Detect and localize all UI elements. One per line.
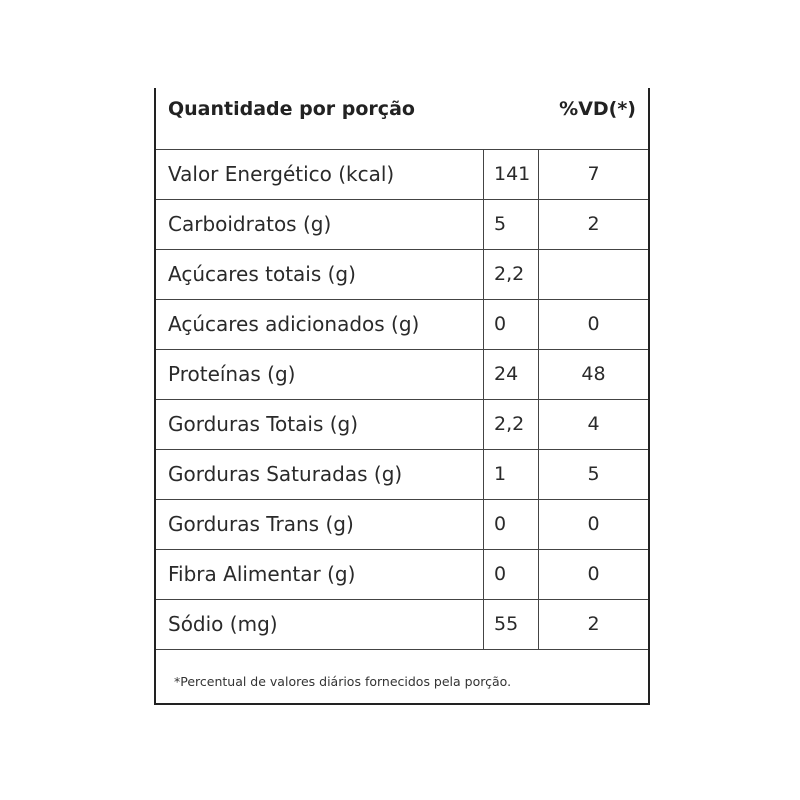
nutrient-quantity: 141 — [484, 150, 539, 199]
table-row — [156, 250, 648, 300]
nutrient-quantity: 24 — [484, 350, 539, 399]
table-row — [156, 200, 648, 250]
nutrient-name: Carboidratos (g) — [156, 200, 484, 249]
nutrient-name: Fibra Alimentar (g) — [156, 550, 484, 599]
nutrient-vd: 2 — [587, 213, 600, 235]
table-row — [156, 150, 648, 200]
nutrient-quantity: 1 — [484, 450, 539, 499]
table-row — [156, 500, 648, 550]
table-footer — [156, 650, 648, 703]
table-row — [156, 400, 648, 450]
nutrient-vd: 5 — [587, 463, 600, 485]
header-title: Quantidade por porção — [168, 98, 415, 120]
nutrient-vd: 4 — [587, 413, 600, 435]
header-vd-label: %VD(*) — [559, 98, 636, 120]
nutrient-quantity: 0 — [484, 300, 539, 349]
nutrient-vd — [539, 250, 648, 299]
nutrient-name: Valor Energético (kcal) — [156, 150, 484, 199]
nutrient-name: Açúcares totais (g) — [156, 250, 484, 299]
nutrient-vd: 7 — [587, 163, 600, 185]
nutrient-vd: 0 — [587, 513, 600, 535]
table-row — [156, 550, 648, 600]
footnote: *Percentual de valores diários fornecidos pela porção. — [174, 674, 512, 689]
table-row — [156, 350, 648, 400]
nutrient-name: Sódio (mg) — [156, 600, 484, 649]
nutrient-name: Proteínas (g) — [156, 350, 484, 399]
nutrient-quantity: 2,2 — [484, 250, 539, 299]
nutrient-vd: 2 — [587, 613, 600, 635]
nutrient-vd: 0 — [587, 313, 600, 335]
table-header — [156, 88, 648, 150]
table-row — [156, 600, 648, 650]
nutrient-quantity: 0 — [484, 550, 539, 599]
nutrient-vd: 0 — [587, 563, 600, 585]
nutrient-quantity: 0 — [484, 500, 539, 549]
nutrition-table — [154, 88, 650, 705]
nutrient-quantity: 5 — [484, 200, 539, 249]
nutrient-vd: 48 — [581, 363, 606, 385]
nutrient-name: Gorduras Totais (g) — [156, 400, 484, 449]
table-row — [156, 450, 648, 500]
nutrient-name: Açúcares adicionados (g) — [156, 300, 484, 349]
nutrient-quantity: 2,2 — [484, 400, 539, 449]
nutrient-name: Gorduras Trans (g) — [156, 500, 484, 549]
table-row — [156, 300, 648, 350]
nutrient-quantity: 55 — [484, 600, 539, 649]
nutrient-name: Gorduras Saturadas (g) — [156, 450, 484, 499]
